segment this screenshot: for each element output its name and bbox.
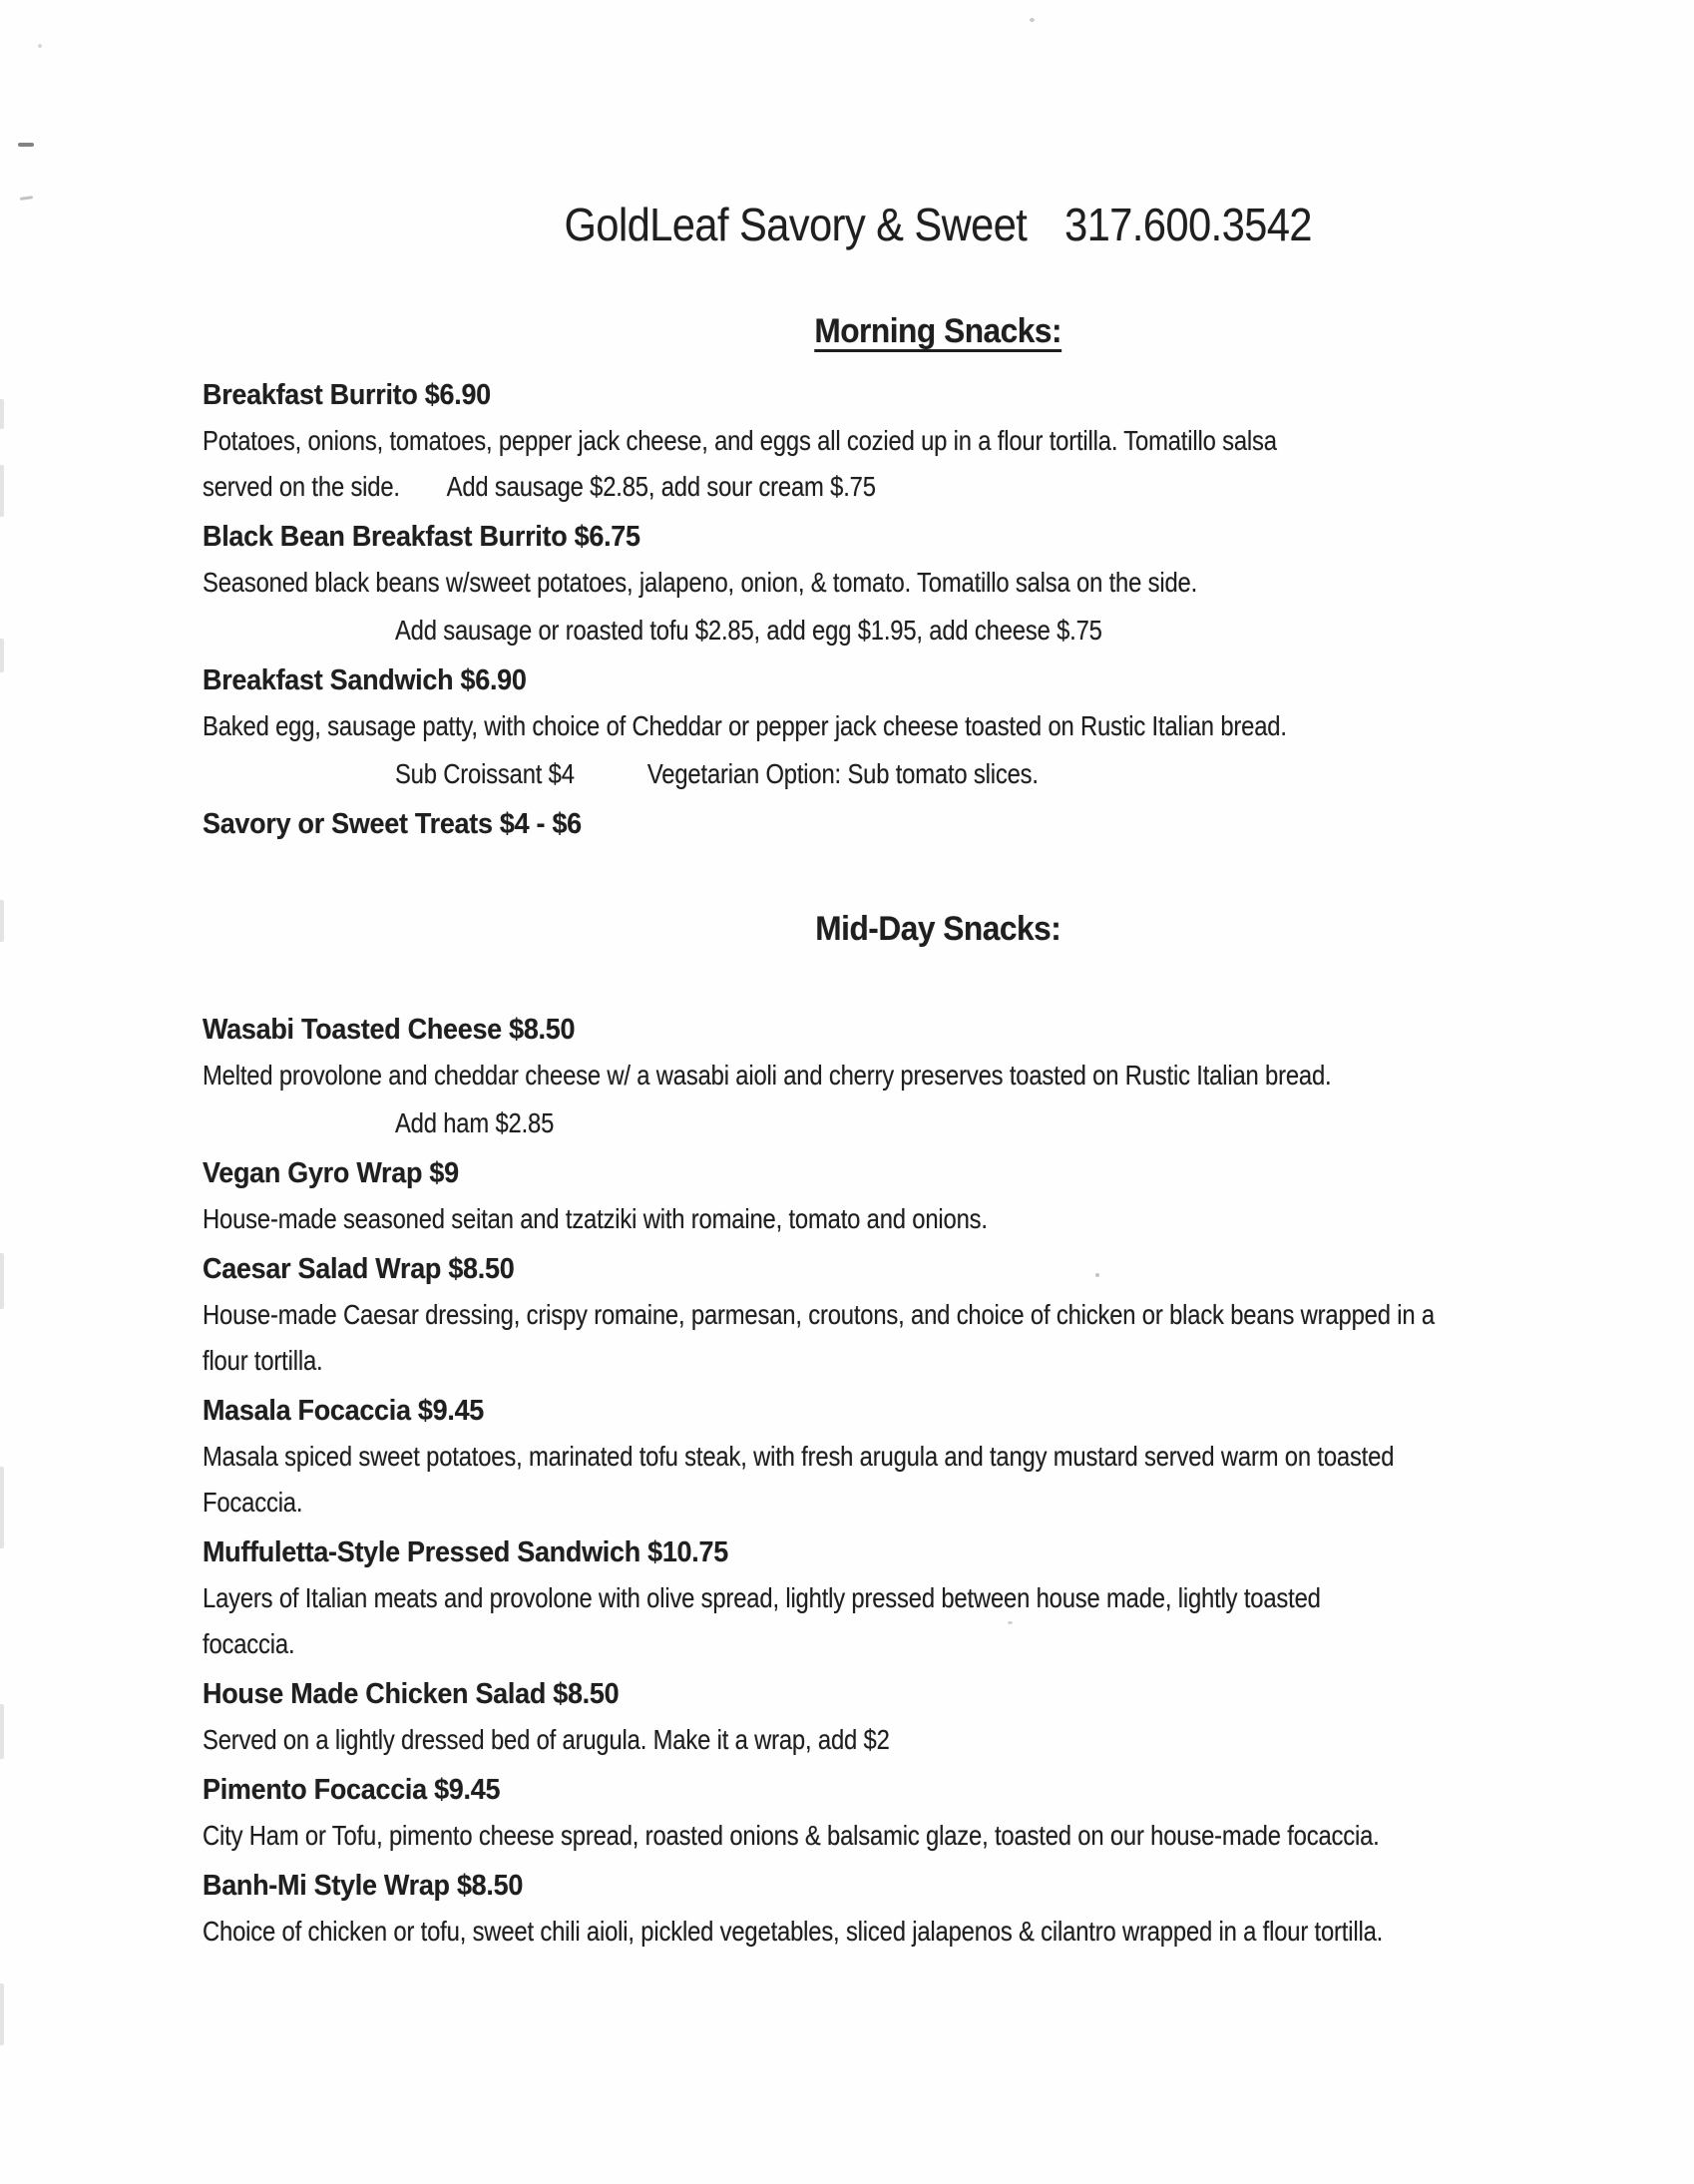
menu-item-name: Breakfast Burrito $6.90	[203, 379, 491, 411]
menu-item-name: Black Bean Breakfast Burrito $6.75	[203, 521, 640, 553]
menu-item-masala-focaccia	[203, 1388, 1673, 1526]
menu-item-caesar-salad-wrap	[203, 1246, 1673, 1384]
menu-item-name: Breakfast Sandwich $6.90	[203, 664, 527, 696]
menu-item-description-line	[203, 464, 1453, 510]
menu-item-description-line: Melted provolone and cheddar cheese w/ a wasabi aioli and cherry preserves toasted on Rustic Italian bread.	[203, 1060, 1332, 1091]
menu-item-name: Banh-Mi Style Wrap $8.50	[203, 1870, 524, 1902]
addon-segment: Sub Croissant $4	[394, 758, 575, 789]
menu-item-description-line: House-made seasoned seitan and tzatziki with romaine, tomato and onions.	[203, 1203, 988, 1234]
menu-item-description-line: flour tortilla.	[203, 1345, 323, 1376]
menu-item-description-line: House-made Caesar dressing, crispy romaine, parmesan, croutons, and choice of chicken or black beans wrapped in a	[203, 1299, 1435, 1330]
menu-item-muffuletta-pressed-sandwich	[203, 1529, 1673, 1667]
phone-number: 317.600.3542	[1063, 199, 1312, 250]
restaurant-name: GoldLeaf Savory & Sweet	[564, 199, 1028, 250]
menu-item-description-line: Masala spiced sweet potatoes, marinated tofu steak, with fresh arugula and tangy mustard served warm on toasted	[203, 1441, 1395, 1472]
menu-item-description-line: Choice of chicken or tofu, sweet chili aioli, pickled vegetables, sliced jalapenos & cilantro wrapped in a flour tortilla.	[203, 1916, 1384, 1947]
menu-item-vegan-gyro-wrap	[203, 1150, 1673, 1242]
menu-item-description-line: focaccia.	[203, 1628, 295, 1659]
menu-item-description-line: Seasoned black beans w/sweet potatoes, jalapeno, onion, & tomato. Tomatillo salsa on the side.	[203, 567, 1198, 598]
menu-item-banh-mi-style-wrap	[203, 1863, 1673, 1955]
menu-item-name: Muffuletta-Style Pressed Sandwich $10.75	[203, 1536, 728, 1568]
menu-item-name: Masala Focaccia $9.45	[203, 1395, 485, 1427]
scan-artifact	[0, 900, 4, 942]
menu-item-wasabi-toasted-cheese	[203, 1007, 1673, 1146]
menu-item-name: Vegan Gyro Wrap $9	[203, 1157, 459, 1189]
menu-item-name: Caesar Salad Wrap $8.50	[203, 1253, 515, 1285]
scan-artifact	[20, 196, 33, 201]
menu-item-savory-sweet-treats	[203, 801, 1673, 847]
section-heading-midday: Mid-Day Snacks:	[814, 910, 1061, 948]
scan-artifact	[0, 639, 4, 672]
menu-item-description-line: Potatoes, onions, tomatoes, pepper jack cheese, and eggs all cozied up in a flour tortilla. Tomatillo salsa	[203, 425, 1277, 456]
menu-item-addon-line: Add ham $2.85	[394, 1107, 555, 1138]
menu-item-name: House Made Chicken Salad $8.50	[203, 1678, 620, 1710]
menu-item-description-line: Served on a lightly dressed bed of arugula. Make it a wrap, add $2	[203, 1724, 890, 1755]
addon-segment: Vegetarian Option: Sub tomato slices.	[646, 758, 1039, 789]
menu-item-name: Pimento Focaccia $9.45	[203, 1774, 501, 1806]
document-title-text	[564, 197, 1311, 252]
scan-artifact	[0, 1467, 4, 1548]
menu-item-name: Wasabi Toasted Cheese $8.50	[203, 1014, 576, 1046]
menu-item-description-line: Focaccia.	[203, 1487, 303, 1518]
scan-artifact	[1030, 18, 1035, 22]
scan-artifact	[0, 399, 4, 429]
menu-item-addon-line: Add sausage or roasted tofu $2.85, add egg $1.95, add cheese $.75	[394, 615, 1102, 646]
section-midday-snacks	[203, 905, 1673, 1955]
menu-item-description-line: Layers of Italian meats and provolone with olive spread, lightly pressed between house made, lightly toasted	[203, 1582, 1321, 1613]
menu-item-description-line: Baked egg, sausage patty, with choice of Cheddar or pepper jack cheese toasted on Rustic Italian bread.	[203, 710, 1287, 741]
document-title	[203, 197, 1673, 252]
menu-item-pimento-focaccia	[203, 1767, 1673, 1859]
section-morning-snacks	[203, 307, 1673, 847]
menu-item-addon-line	[203, 751, 1453, 797]
menu-item-breakfast-burrito	[203, 372, 1673, 510]
description-segment: served on the side.	[203, 471, 400, 502]
menu-item-house-made-chicken-salad	[203, 1671, 1673, 1763]
section-heading-row	[203, 307, 1673, 355]
scan-artifact	[38, 44, 42, 48]
menu-item-name: Savory or Sweet Treats $4 - $6	[203, 808, 582, 840]
scan-artifact	[0, 1983, 4, 2045]
scan-artifact	[0, 465, 4, 517]
section-heading-morning: Morning Snacks:	[814, 312, 1061, 350]
scan-artifact	[0, 1704, 4, 1759]
section-heading-row	[203, 905, 1673, 953]
menu-item-description-line: City Ham or Tofu, pimento cheese spread, roasted onions & balsamic glaze, toasted on our house-made focaccia.	[203, 1820, 1380, 1851]
scan-artifact	[0, 1253, 4, 1309]
scan-artifact	[18, 143, 34, 147]
menu-item-breakfast-sandwich	[203, 657, 1673, 797]
addon-segment: Add sausage $2.85, add sour cream $.75	[446, 471, 876, 502]
menu-item-black-bean-burrito	[203, 514, 1673, 654]
menu-document	[203, 197, 1673, 1955]
